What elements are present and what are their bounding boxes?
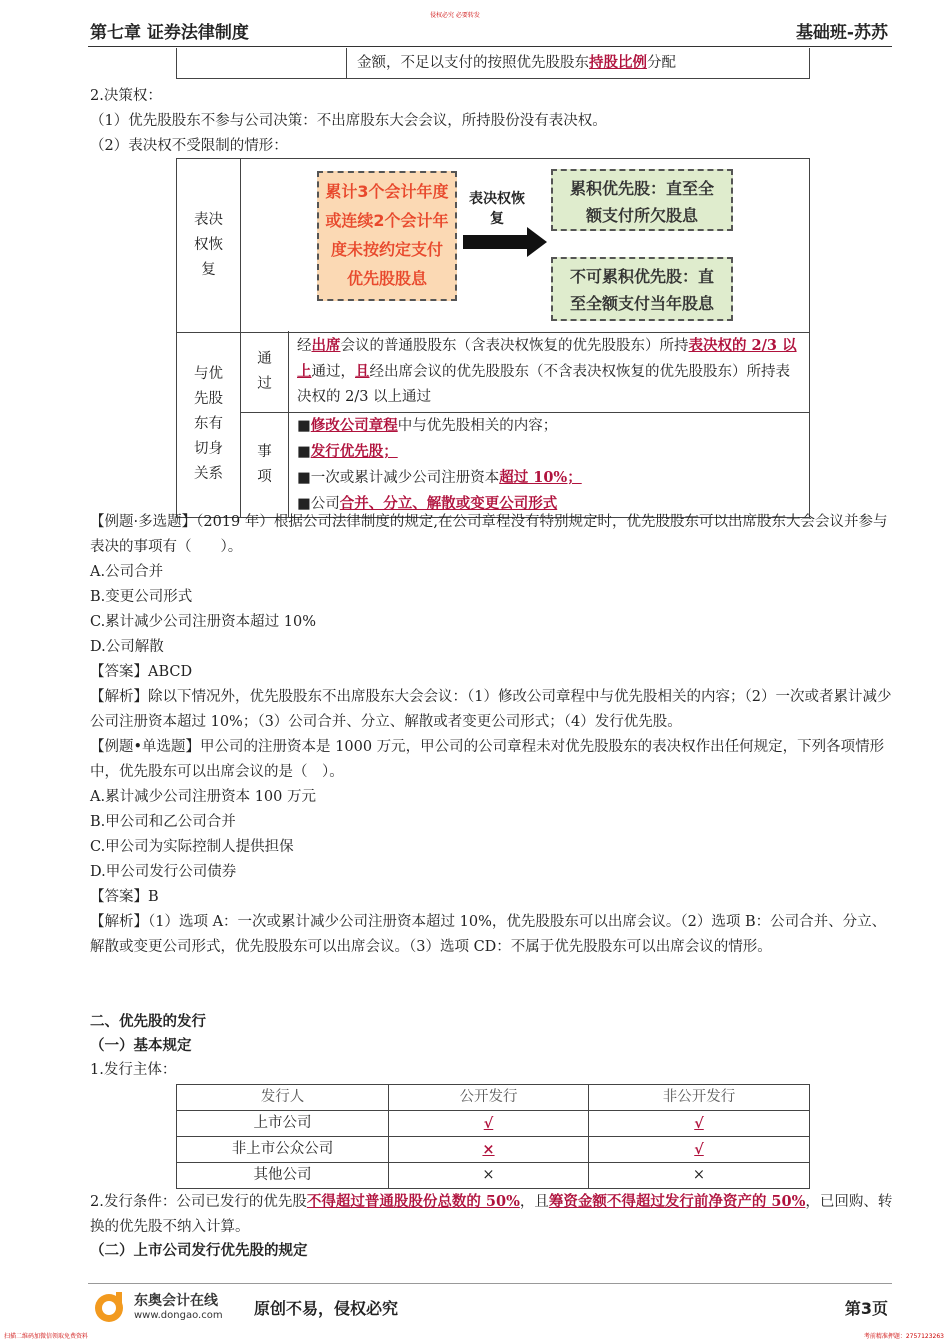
mark-icon: × [589,1163,810,1189]
q1-option-b: B.变更公司形式 [90,589,193,605]
arrow-icon [463,227,549,257]
restore-diagram [241,159,810,333]
matter-4: ■公司合并、分立、解散或变更公司形式 [297,495,558,512]
arrow-label: 表决权恢复 [469,191,525,227]
mark-icon: √ [389,1111,589,1137]
mark-icon: × [389,1163,589,1189]
subsection-heading-2: （二）上市公司发行优先股的规定 [90,1243,308,1259]
q1-answer: 【答案】ABCD [90,664,193,680]
q1-analysis: 【解析】除以下情况外，优先股股东不出席股东大会会议：（1）修改公司章程中与优先股相关的内容；（2）一次或者累计减少公司注册资本超过 10%；（3）公司合并、分立、解散或者变更公司形式；（4）发行优先股。 [90,689,892,730]
matter-1: ■修改公司章程中与优先股相关的内容； [297,417,558,434]
pass-label: 通过 [241,331,289,413]
issuer-name: 上市公司 [177,1111,389,1137]
q1-option-d: D.公司解散 [90,639,164,655]
header-divider [88,46,892,47]
decision-item1: （1）优先股股东不参与公司决策：不出席股东大会会议，所持股份没有表决权。 [90,113,607,129]
footer-right-note: 考前精准押题：2757123263 [863,1333,944,1340]
q2-answer: 【答案】B [90,889,159,905]
q1-option-c: C.累计减少公司注册资本超过 10% [90,614,317,630]
related-table [176,331,810,518]
footer-left-note: 扫描二维码加微信领取免费资料 [4,1333,89,1340]
q1-option-a: A.公司合并 [90,564,164,580]
brand-url: www.dongao.com [134,1310,223,1321]
issuer-name: 其他公司 [177,1163,389,1189]
matter-list [289,413,810,518]
issuer-title: 1.发行主体： [90,1062,177,1078]
col-issuer: 发行人 [177,1085,389,1111]
mark-icon: × [389,1137,589,1163]
q1-stem: 【例题·多选题】（2019 年）根据公司法律制度的规定,在公司章程没有特别规定时，优先股股东可以出席股东大会会议并参与表决的事项有（ ）。 [90,514,888,555]
q2-option-d: D.甲公司发行公司债券 [90,864,237,880]
section-heading: 二、优先股的发行 [90,1014,206,1030]
top-table [176,48,810,79]
q2-analysis: 【解析】（1）选项 A：一次或累计减少公司注册资本超过 10%，优先股股东可以出席会议。（2）选项 B：公司合并、分立、解散或变更公司形式，优先股股东可以出席会议。（3）选项 CD：不属于优先股股东可以出席会议的情形。 [90,914,887,955]
chapter-title: 第七章 证券法律制度 [90,23,249,43]
course-title: 基础班-苏苏 [795,23,888,43]
matter-label: 事项 [241,413,289,518]
voting-table [176,158,810,333]
col-public: 公开发行 [389,1085,589,1111]
brand-name: 东奥会计在线 [134,1293,218,1309]
dongao-logo-icon [92,1290,132,1324]
related-label: 与优先股东有切身关系 [177,331,241,518]
subsection-heading: （一）基本规定 [90,1038,192,1054]
matter-3: ■一次或累计减少公司注册资本超过 10%； [297,469,582,486]
q2-option-c: C.甲公司为实际控制人提供担保 [90,839,294,855]
page-number: 第3页 [844,1299,888,1318]
q2-stem: 【例题•单选题】甲公司的注册资本是 1000 万元，甲公司的公司章程未对优先股股东的表决权作出任何规定，下列各项情形中，优先股东可以出席会议的是（ ）。 [90,739,885,780]
issue-condition: 2.发行条件：公司已发行的优先股不得超过普通股股份总数的 50%，且筹资金额不得超过发行前净资产的 50%，已回购、转换的优先股不纳入计算。 [90,1193,893,1235]
restore-label: 表决权恢复 [177,159,241,333]
mark-icon: √ [589,1137,810,1163]
q2-option-b: B.甲公司和乙公司合并 [90,814,236,830]
result-cumulative: 累积优先股：直至全额支付所欠股息 [551,169,733,231]
top-cell: 金额，不足以支付的按照优先股股东持股比例分配 [347,48,810,78]
decision-title: 2.决策权： [90,88,162,104]
footer-slogan: 原创不易，侵权必究 [254,1299,399,1318]
matter-2: ■发行优先股； [297,443,398,460]
col-private: 非公开发行 [589,1085,810,1111]
pass-text: 经出席会议的普通股股东（含表决权恢复的优先股股东）所持表决权的 2/3 以上通过，且经出席会议的优先股股东（不含表决权恢复的优先股股东）所持表决权的 2/3 以上通过 [289,331,810,413]
q2-option-a: A.累计减少公司注册资本 100 万元 [90,789,316,805]
footer-divider [88,1283,892,1284]
issuer-name: 非上市公众公司 [177,1137,389,1163]
header-note: 侵权必究 必要转发 [430,12,480,19]
result-noncumulative: 不可累积优先股：直至全额支付当年股息 [551,257,733,321]
issuer-table [176,1084,810,1189]
cause-box: 累计3个会计年度或连续2个会计年度未按约定支付优先股股息 [317,171,457,301]
decision-item2: （2）表决权不受限制的情形： [90,138,288,154]
mark-icon: √ [589,1111,810,1137]
